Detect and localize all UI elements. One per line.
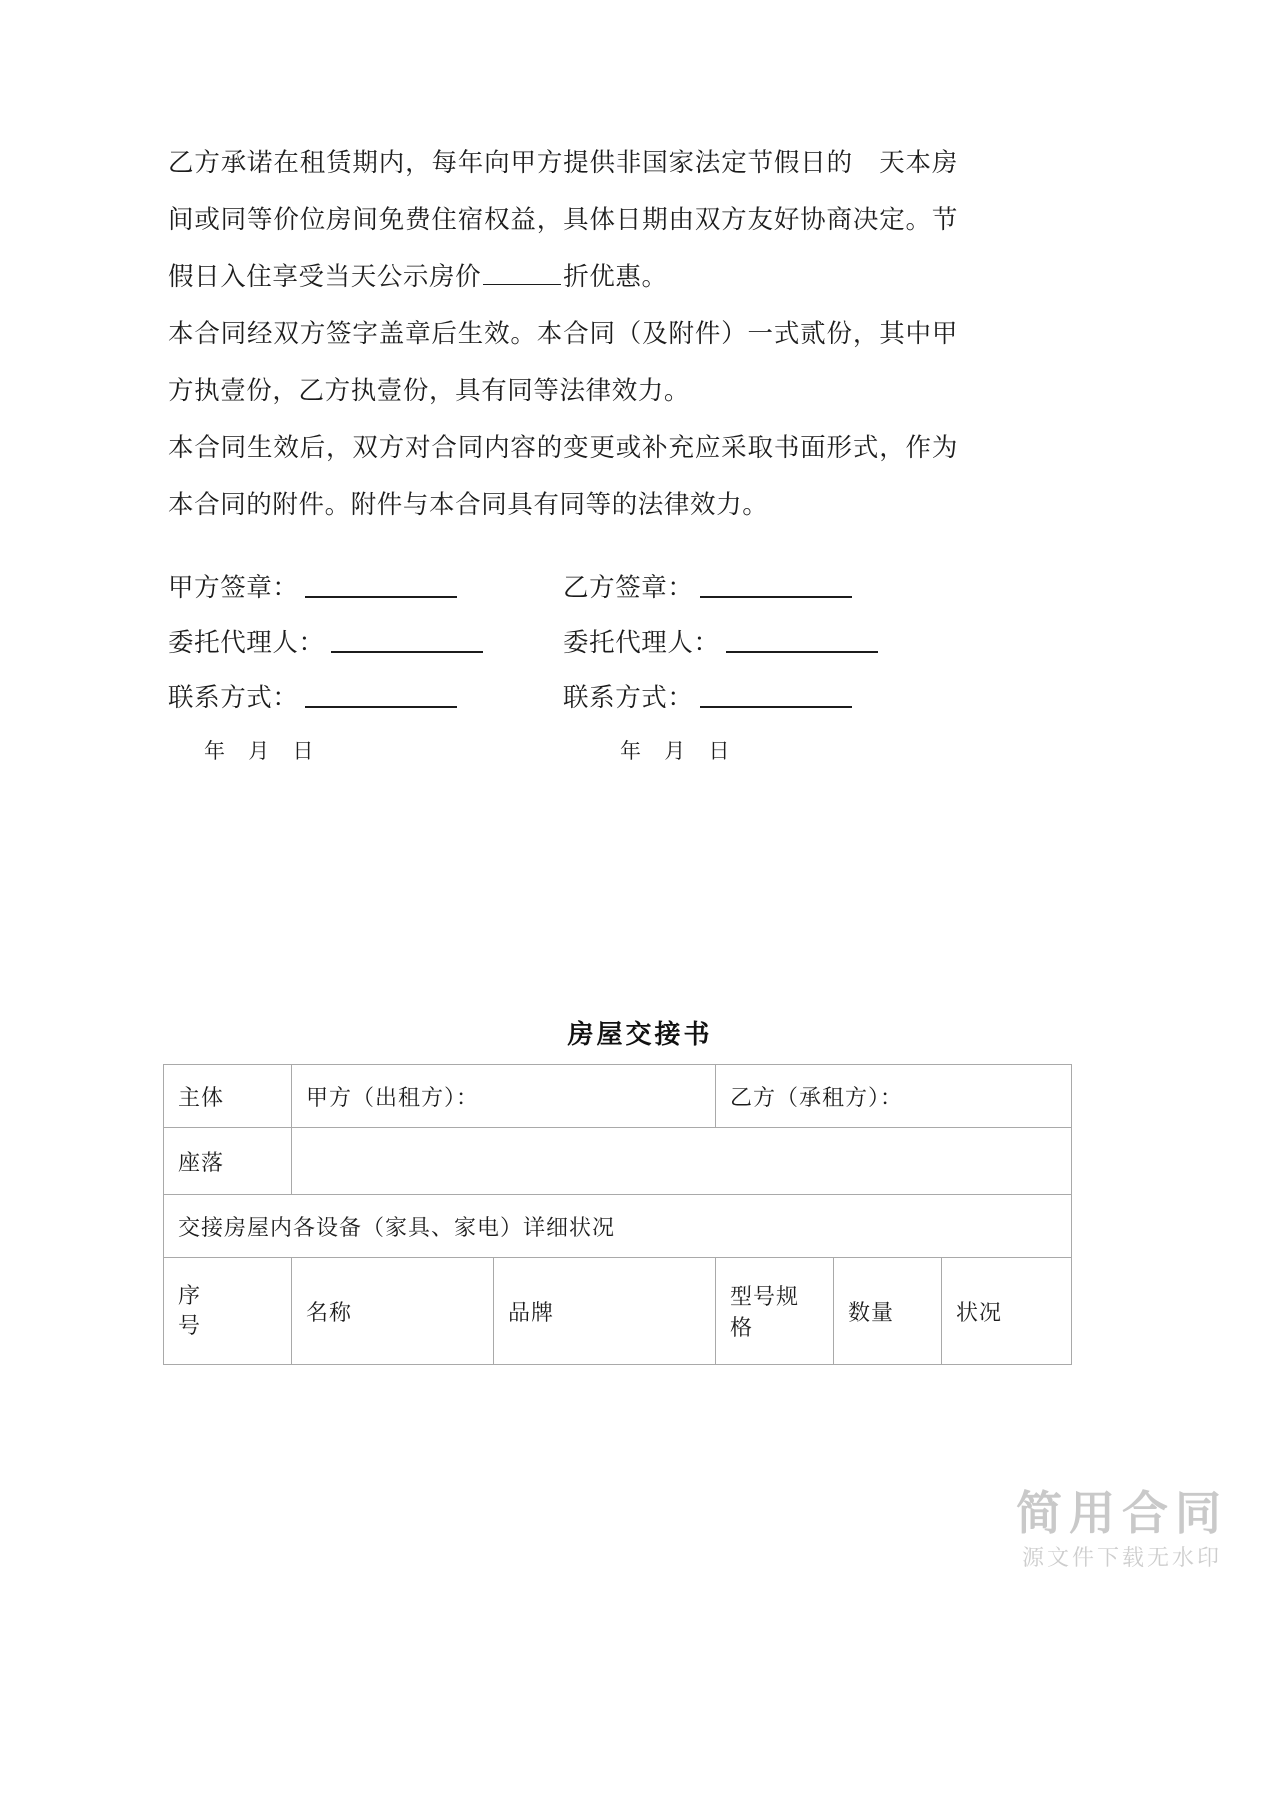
party-a-agent-line[interactable]: [331, 650, 483, 653]
signature-block: [168, 548, 958, 765]
table-row-located: [164, 1128, 1072, 1195]
table-row-description: [164, 1195, 1072, 1258]
watermark-brand: 简用合同: [1016, 1486, 1228, 1540]
party-b-seal-line[interactable]: [700, 595, 852, 598]
signature-row-seal: [168, 548, 958, 603]
holiday-clause-segment-3: 折优惠。: [563, 262, 668, 291]
column-header-brand: 品牌: [494, 1258, 716, 1365]
column-header-seq-line1: 序: [178, 1283, 202, 1308]
signature-row-agent: [168, 603, 958, 658]
party-b-contact-line[interactable]: [700, 705, 852, 708]
paragraph-holiday-clause: [168, 134, 958, 305]
signature-date-row: [168, 735, 958, 765]
handover-title: 房屋交接书: [567, 1020, 713, 1049]
party-a-date: 年 月 日: [204, 739, 323, 763]
party-b-agent-line[interactable]: [726, 650, 878, 653]
column-header-quantity: 数量: [834, 1258, 942, 1365]
holiday-clause-segment-1: 乙方承诺在租赁期内，每年向甲方提供非国家法定节假日的: [168, 148, 853, 177]
party-b-agent-field[interactable]: [563, 628, 958, 658]
column-header-model: 型号规格: [716, 1258, 834, 1365]
contract-body: [168, 134, 958, 533]
signature-row-contact: [168, 658, 958, 713]
column-header-condition: 状况: [942, 1258, 1072, 1365]
party-a-contact-field[interactable]: [168, 683, 563, 713]
column-header-name: 名称: [292, 1258, 494, 1365]
cell-located-label: 座落: [164, 1128, 292, 1195]
holiday-clause-segment-2: 天本房间或同等价位房间免费住宿权益，具体日期由双方友好协商决定。节假日入住享受当天公示房价: [168, 148, 958, 291]
party-b-contact-field[interactable]: [563, 683, 958, 713]
cell-subject-party-a[interactable]: 甲方（出租方）：: [292, 1065, 716, 1128]
cell-equipment-description: 交接房屋内各设备（家具、家电）详细状况: [164, 1195, 1072, 1258]
paragraph-effect-clause: 本合同经双方签字盖章后生效。本合同（及附件）一式贰份，其中甲方执壹份，乙方执壹份，具有同等法律效力。: [168, 319, 958, 405]
party-a-seal-line[interactable]: [305, 595, 457, 598]
party-a-contact-line[interactable]: [305, 705, 457, 708]
party-a-agent-field[interactable]: [168, 628, 563, 658]
party-a-agent-label: 委托代理人：: [168, 628, 325, 657]
party-b-contact-label: 联系方式：: [563, 683, 694, 712]
party-a-seal-label: 甲方签章：: [168, 573, 299, 602]
column-header-seq-line2: 号: [178, 1313, 202, 1338]
party-b-agent-label: 委托代理人：: [563, 628, 720, 657]
watermark-tagline: 源文件下载无水印: [1021, 1546, 1222, 1571]
cell-subject-party-b[interactable]: 乙方（承租方）：: [716, 1065, 1072, 1128]
column-header-seq: [164, 1258, 292, 1365]
party-b-date: 年 月 日: [620, 739, 739, 763]
holiday-days-blank[interactable]: [855, 148, 877, 171]
table-row-subject: [164, 1065, 1072, 1128]
party-b-seal-label: 乙方签章：: [563, 573, 694, 602]
handover-table: [163, 1064, 1072, 1365]
party-b-seal-field[interactable]: [563, 573, 958, 603]
cell-subject-label: 主体: [164, 1065, 292, 1128]
paragraph-amendment-clause: 本合同生效后，双方对合同内容的变更或补充应采取书面形式，作为本合同的附件。附件与本合同具有同等的法律效力。: [168, 433, 958, 519]
cell-located-value[interactable]: [292, 1128, 1072, 1195]
watermark: [1016, 1486, 1228, 1574]
holiday-discount-blank[interactable]: [483, 262, 561, 285]
party-a-contact-label: 联系方式：: [168, 683, 299, 712]
table-row-column-headers: [164, 1258, 1072, 1365]
party-a-seal-field[interactable]: [168, 573, 563, 603]
